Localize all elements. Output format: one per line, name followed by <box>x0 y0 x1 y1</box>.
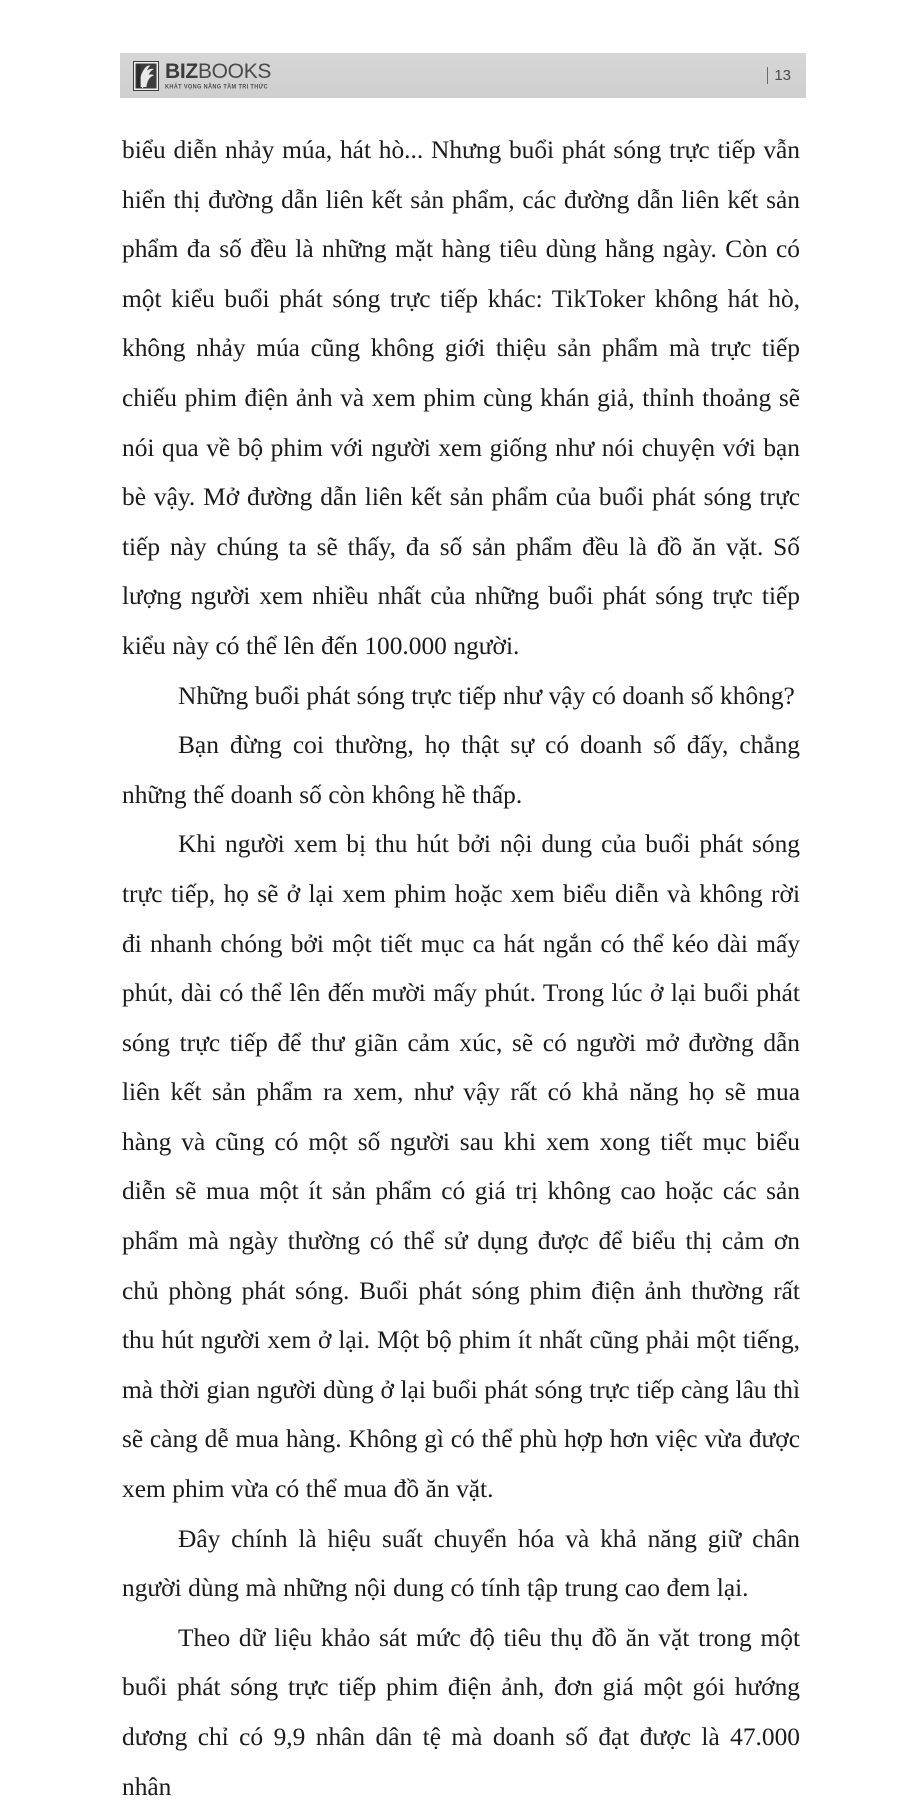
paragraph-6: Theo dữ liệu khảo sát mức độ tiêu thụ đồ ăn vặt trong một buổi phát sóng trực tiếp phim điện ảnh, đơn giá một gói hướng dương chỉ có 9,9 nhân dân tệ mà doanh số đạt được là 47.000 nhân <box>122 1623 800 1801</box>
logo-text-block <box>165 61 271 91</box>
logo-wordmark <box>165 61 271 82</box>
book-person-icon <box>133 61 159 91</box>
bizbooks-logo <box>133 61 271 91</box>
page-header-band <box>120 53 806 98</box>
page-folio <box>767 67 791 84</box>
folio-separator-rule <box>767 67 768 84</box>
logo-wordmark-biz: BIZ <box>165 59 198 83</box>
body-text-column <box>122 126 800 1812</box>
logo-tagline: KHÁT VỌNG NÂNG TẦM TRI THỨC <box>165 83 268 91</box>
paragraph-1: biểu diễn nhảy múa, hát hò... Nhưng buổi phát sóng trực tiếp vẫn hiển thị đường dẫn liên kết sản phẩm, các đường dẫn liên kết sản phẩm đa số đều là những mặt hàng tiêu dùng hằng ngày. Còn có một kiểu buổi phát sóng trực tiếp khác: TikToker không hát hò, không nhảy múa cũng không giới thiệu sản phẩm mà trực tiếp chiếu phim điện ảnh và xem phim cùng khán giả, thỉnh thoảng sẽ nói qua về bộ phim với người xem giống như nói chuyện với bạn bè vậy. Mở đường dẫn liên kết sản phẩm của buổi phát sóng trực tiếp này chúng ta sẽ thấy, đa số sản phẩm đều là đồ ăn vặt. Số lượng người xem nhiều nhất của những buổi phát sóng trực tiếp kiểu này có thể lên đến 100.000 người. <box>122 136 800 660</box>
logo-wordmark-books: BOOKS <box>197 59 272 83</box>
paragraph-4: Khi người xem bị thu hút bởi nội dung của buổi phát sóng trực tiếp, họ sẽ ở lại xem phim hoặc xem biểu diễn và không rời đi nhanh chóng bởi một tiết mục ca hát ngắn có thể kéo dài mấy phút, dài có thể lên đến mười mấy phút. Trong lúc ở lại buổi phát sóng trực tiếp để thư giãn cảm xúc, sẽ có người mở đường dẫn liên kết sản phẩm ra xem, như vậy rất có khả năng họ sẽ mua hàng và cũng có một số người sau khi xem xong tiết mục biểu diễn sẽ mua một ít sản phẩm có giá trị không cao hoặc các sản phẩm mà ngày thường có thể sử dụng được để biểu thị cảm ơn chủ phòng phát sóng. Buổi phát sóng phim điện ảnh thường rất thu hút người xem ở lại. Một bộ phim ít nhất cũng phải một tiếng, mà thời gian người dùng ở lại buổi phát sóng trực tiếp càng lâu thì sẽ càng dễ mua hàng. Không gì có thể phù hợp hơn việc vừa được xem phim vừa có thể mua đồ ăn vặt. <box>122 830 800 1504</box>
page-number: 13 <box>774 67 791 84</box>
paragraph-5: Đây chính là hiệu suất chuyển hóa và khả năng giữ chân người dùng mà những nội dung có tính tập trung cao đem lại. <box>122 1524 800 1603</box>
paragraph-2: Những buổi phát sóng trực tiếp như vậy có doanh số không? <box>178 681 795 710</box>
paragraph-3: Bạn đừng coi thường, họ thật sự có doanh số đấy, chẳng những thế doanh số còn không hề thấp. <box>122 731 800 809</box>
